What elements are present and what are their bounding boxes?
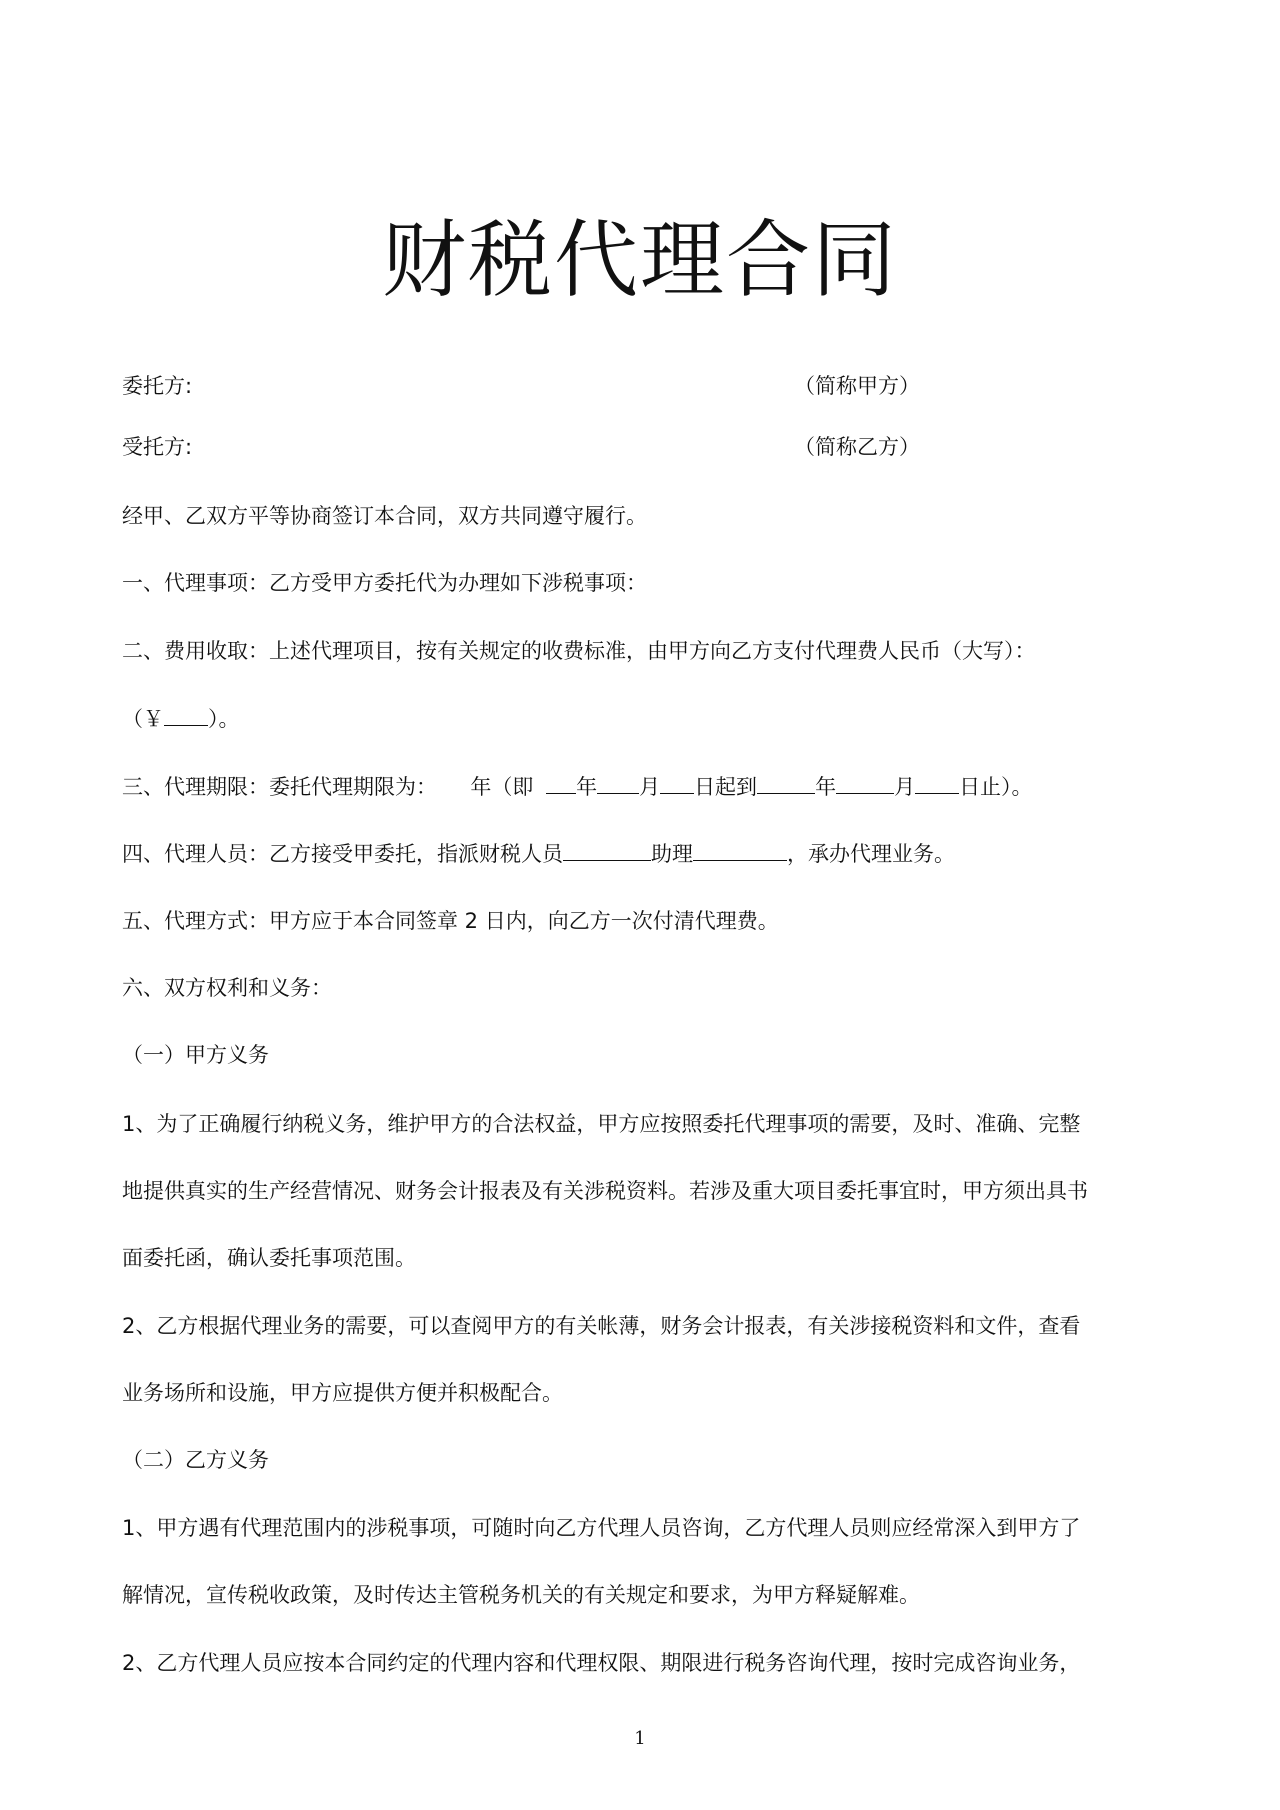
section-5: 五、代理方式：甲方应于本合同签章 2 日内，向乙方一次付清代理费。	[122, 909, 779, 933]
subsection-party-b-duties: （二）乙方义务	[122, 1448, 269, 1472]
yen-open: （￥	[122, 707, 164, 731]
agent-note: （简称乙方）	[794, 435, 920, 459]
principal-note: （简称甲方）	[794, 374, 920, 398]
section-6: 六、双方权利和义务：	[122, 976, 332, 1000]
party-b-clause-1-line-2: 解情况，宣传税收政策，及时传达主管税务机关的有关规定和要求，为甲方释疑解难。	[122, 1583, 920, 1607]
term-years-text: 年（即	[470, 775, 534, 799]
agent-label: 受托方:	[122, 435, 193, 459]
party-a-clause-1-line-3: 面委托函，确认委托事项范围。	[122, 1246, 416, 1270]
end-day-label: 日止）。	[959, 775, 1033, 799]
principal-line	[122, 371, 920, 401]
end-year-blank	[757, 771, 815, 794]
start-day-blank	[660, 771, 694, 794]
assistant-blank	[693, 838, 787, 861]
end-month-blank	[836, 771, 894, 794]
section-2-line-2	[122, 703, 240, 734]
assistant-label: 助理	[651, 842, 693, 866]
staff-label: 四、代理人员：乙方接受甲委托，指派财税人员	[122, 842, 563, 866]
start-year-blank	[546, 771, 576, 794]
staff-blank	[563, 838, 651, 861]
yen-close: ）。	[208, 707, 240, 731]
section-3	[122, 771, 1033, 802]
end-day-blank	[915, 771, 959, 794]
party-a-clause-2-line-1: 2、乙方根据代理业务的需要，可以查阅甲方的有关帐薄，财务会计报表，有关涉接税资料和文件，查看	[122, 1314, 1081, 1338]
agent-line	[122, 432, 920, 462]
party-b-clause-2-line-1: 2、乙方代理人员应按本合同约定的代理内容和代理权限、期限进行税务咨询代理，按时完成咨询业务，	[122, 1651, 1081, 1675]
end-year-label: 年	[815, 775, 837, 799]
document-title: 财税代理合同	[381, 211, 898, 309]
page-number: 1	[634, 1728, 646, 1749]
intro-text: 经甲、乙双方平等协商签订本合同，双方共同遵守履行。	[122, 504, 647, 528]
party-a-clause-1-line-2: 地提供真实的生产经营情况、财务会计报表及有关涉税资料。若涉及重大项目委托事宜时，甲方须出具书	[122, 1179, 1088, 1203]
start-day-label: 日起到	[694, 775, 758, 799]
start-year-label: 年	[576, 775, 598, 799]
party-a-clause-2-line-2: 业务场所和设施，甲方应提供方便并积极配合。	[122, 1381, 563, 1405]
end-month-label: 月	[894, 775, 916, 799]
subsection-party-a-duties: （一）甲方义务	[122, 1043, 269, 1067]
term-label: 三、代理期限：委托代理期限为：	[122, 775, 437, 799]
section-1: 一、代理事项：乙方受甲方委托代为办理如下涉税事项：	[122, 571, 647, 595]
party-a-clause-1-line-1: 1、为了正确履行纳税义务，维护甲方的合法权益，甲方应按照委托代理事项的需要，及时、准确、完整	[122, 1112, 1081, 1136]
party-b-clause-1-line-1: 1、甲方遇有代理范围内的涉税事项，可随时向乙方代理人员咨询，乙方代理人员则应经常深入到甲方了	[122, 1516, 1081, 1540]
start-month-blank	[597, 771, 639, 794]
staff-suffix: ，承办代理业务。	[787, 842, 955, 866]
start-month-label: 月	[639, 775, 661, 799]
principal-label: 委托方:	[122, 374, 193, 398]
amount-blank	[164, 703, 208, 726]
section-2-line-1: 二、费用收取：上述代理项目，按有关规定的收费标准，由甲方向乙方支付代理费人民币（大写）：	[122, 639, 1036, 663]
section-4	[122, 838, 955, 869]
